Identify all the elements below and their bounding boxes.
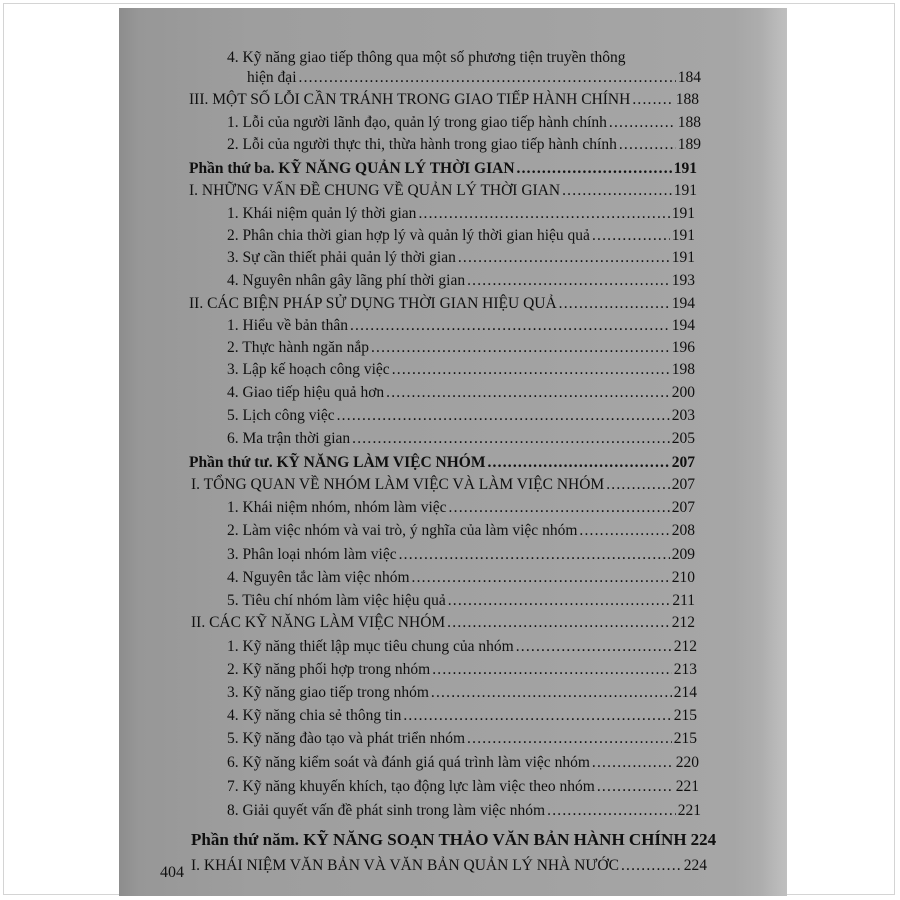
toc-entry: [191, 475, 695, 495]
dot-leader: [432, 660, 672, 680]
dot-leader: [386, 383, 670, 403]
toc-entry-label: I. KHÁI NIỆM VĂN BẢN VÀ VĂN BẢN QUẢN LÝ NHÀ NƯỚC: [191, 857, 619, 874]
toc-page-number: 214: [673, 684, 697, 701]
toc-page-number: 215: [673, 707, 697, 724]
toc-entry: [227, 683, 697, 703]
dot-leader: [403, 706, 671, 726]
toc-page-number: 203: [671, 407, 695, 424]
toc-entry: [227, 226, 695, 246]
toc-entry: [189, 453, 695, 473]
toc-page-number: 191: [673, 160, 697, 177]
toc-entry: [227, 271, 695, 291]
toc-page-number: 220: [675, 754, 699, 771]
toc-page-number: 212: [671, 614, 695, 631]
toc-entry-label: 3. Phân loại nhóm làm việc: [227, 546, 397, 563]
book-page-photo: [119, 8, 787, 896]
toc-page-number: 198: [671, 361, 695, 378]
dot-leader: [547, 801, 676, 821]
dot-leader: [458, 248, 670, 268]
dot-leader: [412, 568, 670, 588]
toc-page-number: 207: [671, 476, 695, 493]
toc-page-number: 215: [673, 730, 697, 747]
toc-entry: [227, 429, 695, 449]
dot-leader: [352, 429, 670, 449]
table-of-contents: [119, 8, 787, 896]
toc-page-number: 212: [673, 638, 697, 655]
dot-leader: [449, 498, 670, 518]
toc-entry-label: I. NHỮNG VẤN ĐỀ CHUNG VỀ QUẢN LÝ THỜI GIAN: [189, 182, 561, 199]
toc-entry: [227, 591, 695, 611]
toc-entry-label: 5. Kỹ năng đào tạo và phát triển nhóm: [227, 730, 466, 747]
toc-page-number: 207: [671, 454, 695, 471]
toc-page-number: 188: [677, 114, 701, 131]
toc-entry-label: 3. Kỹ năng giao tiếp trong nhóm: [227, 684, 429, 701]
toc-entry-label: 4. Giao tiếp hiệu quả hơn: [227, 384, 385, 401]
toc-entry-label: 1. Khái niệm nhóm, nhóm làm việc: [227, 499, 447, 516]
toc-entry: [227, 248, 695, 268]
toc-entry: [189, 159, 697, 179]
toc-entry: [227, 113, 701, 133]
dot-leader: [619, 135, 676, 155]
toc-entry-label: 4. Nguyên tắc làm việc nhóm: [227, 569, 410, 586]
dot-leader: [592, 226, 670, 246]
toc-entry-label: 5. Tiêu chí nhóm làm việc hiệu quả: [227, 592, 446, 609]
dot-leader: [447, 613, 670, 633]
toc-entry: [191, 830, 717, 850]
toc-entry-label: 8. Giải quyết vấn đề phát sinh trong làm việc nhóm: [227, 802, 546, 819]
toc-page-number: 221: [675, 778, 699, 795]
dot-leader: [592, 753, 674, 773]
toc-entry: [189, 294, 695, 314]
toc-page-number: 191: [673, 182, 697, 199]
dot-leader: [350, 316, 670, 336]
toc-entry-label: 2. Phân chia thời gian hợp lý và quản lý thời gian hiệu quả: [227, 227, 590, 244]
toc-page-number: 211: [672, 592, 695, 609]
toc-entry-label: 3. Sự cần thiết phải quản lý thời gian: [227, 249, 456, 266]
toc-page-number: 194: [671, 295, 695, 312]
toc-entry: [227, 637, 697, 657]
toc-page-number: 191: [671, 249, 695, 266]
toc-entry: [247, 68, 701, 88]
toc-entry-label: 1. Khái niệm quản lý thời gian: [227, 205, 417, 222]
dot-leader: [516, 637, 672, 657]
toc-entry-label: Phần thứ ba. KỸ NĂNG QUẢN LÝ THỜI GIAN: [189, 160, 515, 177]
dot-leader: [467, 729, 672, 749]
toc-entry: [227, 706, 697, 726]
toc-page-number: 208: [671, 522, 695, 539]
toc-page-number: 189: [677, 136, 701, 153]
toc-entry-label: 6. Kỹ năng kiểm soát và đánh giá quá trình làm việc nhóm: [227, 754, 590, 771]
toc-page-number: 196: [671, 339, 695, 356]
toc-entry: [227, 777, 699, 797]
dot-leader: [606, 475, 670, 495]
dot-leader: [418, 204, 669, 224]
toc-entry-label: II. CÁC KỸ NĂNG LÀM VIỆC NHÓM: [191, 614, 446, 631]
dot-leader: [517, 159, 672, 179]
dot-leader: [371, 338, 670, 358]
toc-entry: [227, 360, 695, 380]
toc-entry: [227, 660, 697, 680]
toc-entry-label: III. MỘT SỐ LỖI CẦN TRÁNH TRONG GIAO TIẾP HÀNH CHÍNH: [189, 91, 631, 108]
toc-entry-continuation: hiện đại: [247, 69, 297, 86]
toc-entry-label: Phần thứ tư. KỸ NĂNG LÀM VIỆC NHÓM: [189, 454, 486, 471]
toc-entry-label: Phần thứ năm. KỸ NĂNG SOẠN THẢO VĂN BẢN HÀNH CHÍNH: [191, 830, 687, 849]
toc-entry: [227, 545, 695, 565]
dot-leader: [609, 113, 676, 133]
toc-entry: [227, 383, 695, 403]
image-frame: [3, 3, 895, 895]
toc-entry: [227, 801, 701, 821]
toc-page-number: 221: [677, 802, 701, 819]
page-number: 404: [160, 864, 184, 881]
toc-page-number: 193: [671, 272, 695, 289]
toc-entry-label: 2. Thực hành ngăn nắp: [227, 339, 369, 356]
dot-leader: [337, 406, 670, 426]
toc-entry: [189, 90, 699, 110]
dot-leader: [562, 181, 672, 201]
toc-entry-label: II. CÁC BIỆN PHÁP SỬ DỤNG THỜI GIAN HIỆU QUẢ: [189, 295, 557, 312]
dot-leader: [579, 521, 669, 541]
dot-leader: [621, 856, 682, 876]
dot-leader: [299, 68, 676, 88]
toc-page-number: 191: [671, 227, 695, 244]
toc-entry: [227, 729, 697, 749]
toc-entry: [227, 338, 695, 358]
toc-entry: [227, 521, 695, 541]
toc-page-number: 209: [671, 546, 695, 563]
toc-page-number: 213: [673, 661, 697, 678]
dot-leader: [392, 360, 670, 380]
toc-entry: [227, 204, 695, 224]
toc-page-number: 188: [675, 91, 699, 108]
toc-entry-label: I. TỔNG QUAN VỀ NHÓM LÀM VIỆC VÀ LÀM VIỆC NHÓM: [191, 476, 605, 493]
toc-page-number: 205: [671, 430, 695, 447]
toc-entry-label: 4. Kỹ năng chia sẻ thông tin: [227, 707, 402, 724]
toc-entry-label: 1. Lỗi của người lãnh đạo, quản lý trong giao tiếp hành chính: [227, 114, 607, 131]
toc-entry: [227, 498, 695, 518]
toc-entry: [191, 856, 707, 876]
toc-entry: [227, 406, 695, 426]
toc-entry-label: 6. Ma trận thời gian: [227, 430, 351, 447]
toc-page-number: 210: [671, 569, 695, 586]
toc-entry-label: 2. Làm việc nhóm và vai trò, ý nghĩa của làm việc nhóm: [227, 522, 578, 539]
toc-page-number: 191: [671, 205, 695, 222]
dot-leader: [632, 90, 673, 110]
toc-entry-label: 2. Lỗi của người thực thi, thừa hành trong giao tiếp hành chính: [227, 136, 617, 153]
toc-entry-label: 5. Lịch công việc: [227, 407, 335, 424]
toc-page-number: 224: [683, 857, 707, 874]
dot-leader: [559, 294, 670, 314]
dot-leader: [448, 591, 671, 611]
toc-page-number: 224: [690, 830, 717, 849]
toc-page-number: 184: [677, 69, 701, 86]
toc-entry-label: 1. Hiểu về bản thân: [227, 317, 348, 334]
toc-entry-label: 2. Kỹ năng phối hợp trong nhóm: [227, 661, 431, 678]
toc-entry-label: 4. Kỹ năng giao tiếp thông qua một số phương tiện truyền thông: [227, 49, 626, 66]
toc-entry: [227, 316, 695, 336]
dot-leader: [467, 271, 670, 291]
toc-entry: [227, 753, 699, 773]
dot-leader: [487, 453, 669, 473]
toc-page-number: 194: [671, 317, 695, 334]
toc-page-number: 200: [671, 384, 695, 401]
toc-entry: [227, 135, 701, 155]
dot-leader: [431, 683, 672, 703]
toc-entry: [227, 568, 695, 588]
toc-entry-label: 4. Nguyên nhân gây lãng phí thời gian: [227, 272, 466, 289]
toc-entry-label: 7. Kỹ năng khuyến khích, tạo động lực làm việc theo nhóm: [227, 778, 595, 795]
toc-entry: [191, 613, 695, 633]
toc-page-number: 207: [671, 499, 695, 516]
dot-leader: [597, 777, 674, 797]
toc-entry-label: 3. Lập kế hoạch công việc: [227, 361, 390, 378]
toc-entry: [189, 181, 697, 201]
dot-leader: [399, 545, 670, 565]
toc-entry-label: 1. Kỹ năng thiết lập mục tiêu chung của nhóm: [227, 638, 514, 655]
